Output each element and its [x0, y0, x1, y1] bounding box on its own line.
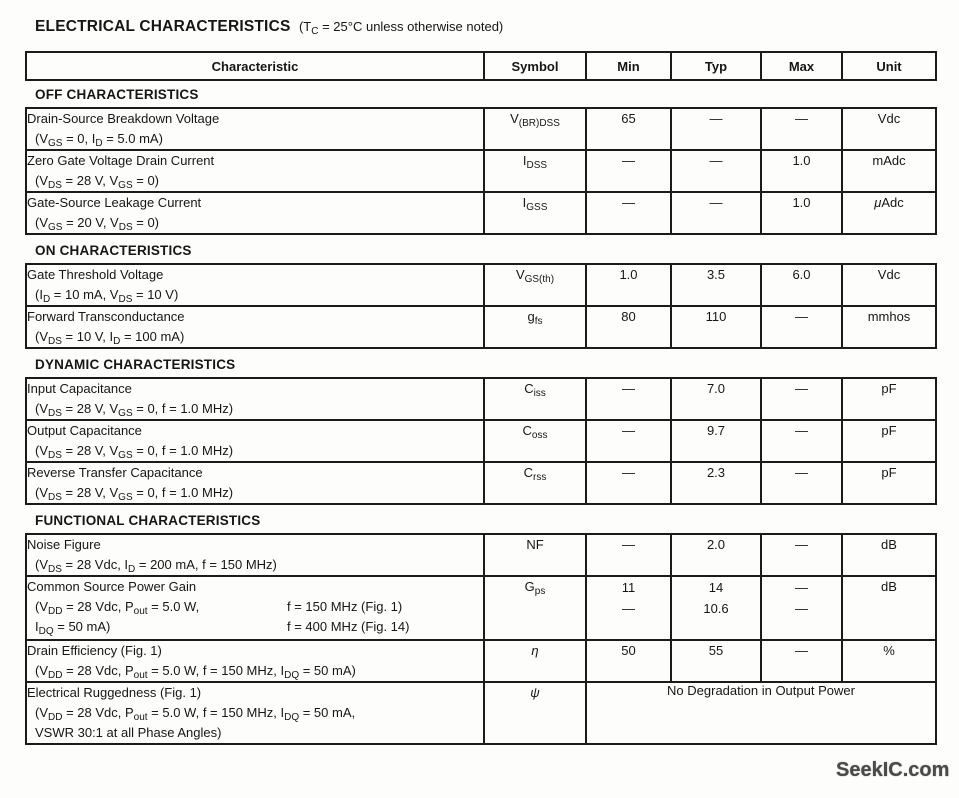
characteristic-conditions: ($V_{DS} = 28$ V, $V_{GS} = 0$, f = 1.0 MHz) — [35, 443, 234, 461]
cell-min: — — [586, 534, 671, 576]
table-off-characteristics — [25, 107, 937, 235]
cell-typ: 3.5 — [671, 264, 761, 306]
cell-symbol: $I_{GSS}$ — [484, 192, 586, 234]
cell-unit: Vdc — [842, 108, 936, 150]
col-header-unit: Unit — [842, 52, 936, 80]
cell-symbol: NF — [484, 534, 586, 576]
cell-unit: dB — [842, 534, 936, 576]
cell-characteristic — [26, 264, 484, 306]
cell-min: — — [586, 420, 671, 462]
datasheet-page — [0, 18, 959, 798]
cell-unit: pF — [842, 462, 936, 504]
cell-symbol: $I_{DSS}$ — [484, 150, 586, 192]
table-row — [26, 108, 936, 150]
cell-unit: dB — [842, 576, 936, 640]
table-row — [26, 576, 936, 640]
cell-min: — — [586, 378, 671, 420]
cell-min: 50 — [586, 640, 671, 682]
cell-characteristic — [26, 108, 484, 150]
header-row — [26, 52, 936, 80]
characteristic-name: Reverse Transfer Capacitance — [27, 465, 203, 480]
section-label-functional-characteristics: FUNCTIONAL CHARACTERISTICS — [35, 513, 261, 528]
cell-characteristic — [26, 576, 484, 640]
cell-unit: % — [842, 640, 936, 682]
cell-typ: 7.0 — [671, 378, 761, 420]
cell-min: — — [586, 462, 671, 504]
characteristic-conditions — [27, 597, 483, 637]
conditions-left: ($V_{DD} = 28$ Vdc, $P_{out} = 5.0$ W, $I_{DQ} = 50$ mA) — [35, 599, 200, 637]
cell-symbol: $C_{iss}$ — [484, 378, 586, 420]
cell-symbol: $G_{ps}$ — [484, 576, 586, 640]
characteristic-conditions: ($V_{DS} = 28$ V, $V_{GS} = 0$, f = 1.0 MHz) — [35, 485, 234, 503]
characteristic-name: Electrical Ruggedness (Fig. 1) — [27, 685, 202, 700]
cell-symbol: $V_{(BR)DSS}$ — [484, 108, 586, 150]
cell-typ: 55 — [671, 640, 761, 682]
page-title-main: ELECTRICAL CHARACTERISTICS — [35, 18, 291, 35]
col-header-characteristic: Characteristic — [26, 52, 484, 80]
cell-characteristic — [26, 306, 484, 348]
table-row — [26, 150, 936, 192]
characteristic-name: Forward Transconductance — [27, 309, 185, 324]
cell-unit: mAdc — [842, 150, 936, 192]
col-header-symbol: Symbol — [484, 52, 586, 80]
table-dynamic-characteristics — [25, 377, 937, 505]
characteristic-conditions: ($V_{DS} = 10$ V, $I_D = 100$ mA) — [35, 329, 185, 347]
section-label-off-characteristics: OFF CHARACTERISTICS — [35, 87, 199, 102]
characteristic-conditions: ($V_{DD} = 28$ Vdc, $P_{out} = 5.0$ W, f = 150 MHz, $I_{DQ} = 50$ mA, VSWR 30:1 at all Phase Angles) — [35, 705, 356, 740]
cell-typ: — — [671, 108, 761, 150]
col-header-typ: Typ — [671, 52, 761, 80]
table-row — [26, 534, 936, 576]
cell-min: — — [586, 150, 671, 192]
cell-unit: mmhos — [842, 306, 936, 348]
characteristic-name: Output Capacitance — [27, 423, 142, 438]
page-title — [35, 18, 959, 36]
cell-max: — — [761, 640, 842, 682]
watermark: SeekIC.com — [836, 759, 950, 781]
cell-symbol: $V_{GS(th)}$ — [484, 264, 586, 306]
cell-max: — — [761, 420, 842, 462]
cell-unit: μAdc — [842, 192, 936, 234]
cell-typ: — — [671, 192, 761, 234]
cell-typ: 14 10.6 — [671, 576, 761, 640]
cell-typ: 9.7 — [671, 420, 761, 462]
cell-max: 1.0 — [761, 150, 842, 192]
table-row — [26, 462, 936, 504]
cell-characteristic — [26, 420, 484, 462]
cell-max: 6.0 — [761, 264, 842, 306]
cell-typ: 2.3 — [671, 462, 761, 504]
cell-typ: 110 — [671, 306, 761, 348]
characteristic-name: Drain-Source Breakdown Voltage — [27, 111, 220, 126]
characteristic-name: Zero Gate Voltage Drain Current — [27, 153, 215, 168]
cell-min: 80 — [586, 306, 671, 348]
cell-characteristic — [26, 682, 484, 744]
cell-max: — — [761, 534, 842, 576]
cell-symbol: $C_{rss}$ — [484, 462, 586, 504]
characteristic-conditions: ($V_{DS} = 28$ V, $V_{GS} = 0$) — [35, 173, 159, 191]
cell-characteristic — [26, 462, 484, 504]
cell-max: — — [761, 378, 842, 420]
cell-symbol: η — [484, 640, 586, 682]
cell-typ: — — [671, 150, 761, 192]
characteristic-conditions: ($V_{GS} = 20$ V, $V_{DS} = 0$) — [35, 215, 159, 233]
cell-characteristic — [26, 640, 484, 682]
characteristic-name: Common Source Power Gain — [27, 579, 197, 594]
table-column-headers — [25, 51, 937, 81]
characteristic-conditions: ($V_{DS} = 28$ Vdc, $I_D = 200$ mA, f = 150 MHz) — [35, 557, 277, 575]
cell-unit: Vdc — [842, 264, 936, 306]
table-row — [26, 192, 936, 234]
cell-max: 1.0 — [761, 192, 842, 234]
page-title-note: ($T_C = 25^\circ C$ unless otherwise noted) — [298, 19, 504, 37]
characteristic-conditions: ($I_D = 10$ mA, $V_{DS} = 10$ V) — [35, 287, 179, 305]
cell-characteristic — [26, 150, 484, 192]
cell-characteristic — [26, 192, 484, 234]
characteristic-name: Gate Threshold Voltage — [27, 267, 164, 282]
cell-characteristic — [26, 378, 484, 420]
cell-merged-result: No Degradation in Output Power — [586, 682, 936, 744]
cell-max: — — [761, 108, 842, 150]
cell-symbol: $g_{fs}$ — [484, 306, 586, 348]
cell-max: — — — [761, 576, 842, 640]
table-row — [26, 306, 936, 348]
characteristic-name: Drain Efficiency (Fig. 1) — [27, 643, 162, 658]
cell-symbol: ψ — [484, 682, 586, 744]
conditions-frequencies: f = 150 MHz (Fig. 1) f = 400 MHz (Fig. 14) — [287, 599, 410, 634]
cell-symbol: $C_{oss}$ — [484, 420, 586, 462]
cell-typ: 2.0 — [671, 534, 761, 576]
cell-min: — — [586, 192, 671, 234]
characteristic-name: Noise Figure — [27, 537, 101, 552]
col-header-max: Max — [761, 52, 842, 80]
characteristic-name: Gate-Source Leakage Current — [27, 195, 202, 210]
characteristic-name: Input Capacitance — [27, 381, 132, 396]
characteristic-conditions: ($V_{DD} = 28$ Vdc, $P_{out} = 5.0$ W, f = 150 MHz, $I_{DQ} = 50$ mA) — [35, 663, 356, 681]
table-row — [26, 378, 936, 420]
table-functional-characteristics — [25, 533, 937, 745]
cell-unit: pF — [842, 420, 936, 462]
characteristic-conditions: ($V_{DS} = 28$ V, $V_{GS} = 0$, f = 1.0 MHz) — [35, 401, 234, 419]
cell-characteristic — [26, 534, 484, 576]
table-row — [26, 682, 936, 744]
table-row — [26, 420, 936, 462]
cell-min: 1.0 — [586, 264, 671, 306]
cell-max: — — [761, 306, 842, 348]
cell-min: 65 — [586, 108, 671, 150]
col-header-min: Min — [586, 52, 671, 80]
cell-min: 11 — — [586, 576, 671, 640]
characteristic-conditions: ($V_{GS} = 0$, $I_D = 5.0$ mA) — [35, 131, 163, 149]
cell-unit: pF — [842, 378, 936, 420]
table-on-characteristics — [25, 263, 937, 349]
cell-max: — — [761, 462, 842, 504]
table-row — [26, 640, 936, 682]
table-row — [26, 264, 936, 306]
section-label-on-characteristics: ON CHARACTERISTICS — [35, 243, 192, 258]
section-label-dynamic-characteristics: DYNAMIC CHARACTERISTICS — [35, 357, 236, 372]
